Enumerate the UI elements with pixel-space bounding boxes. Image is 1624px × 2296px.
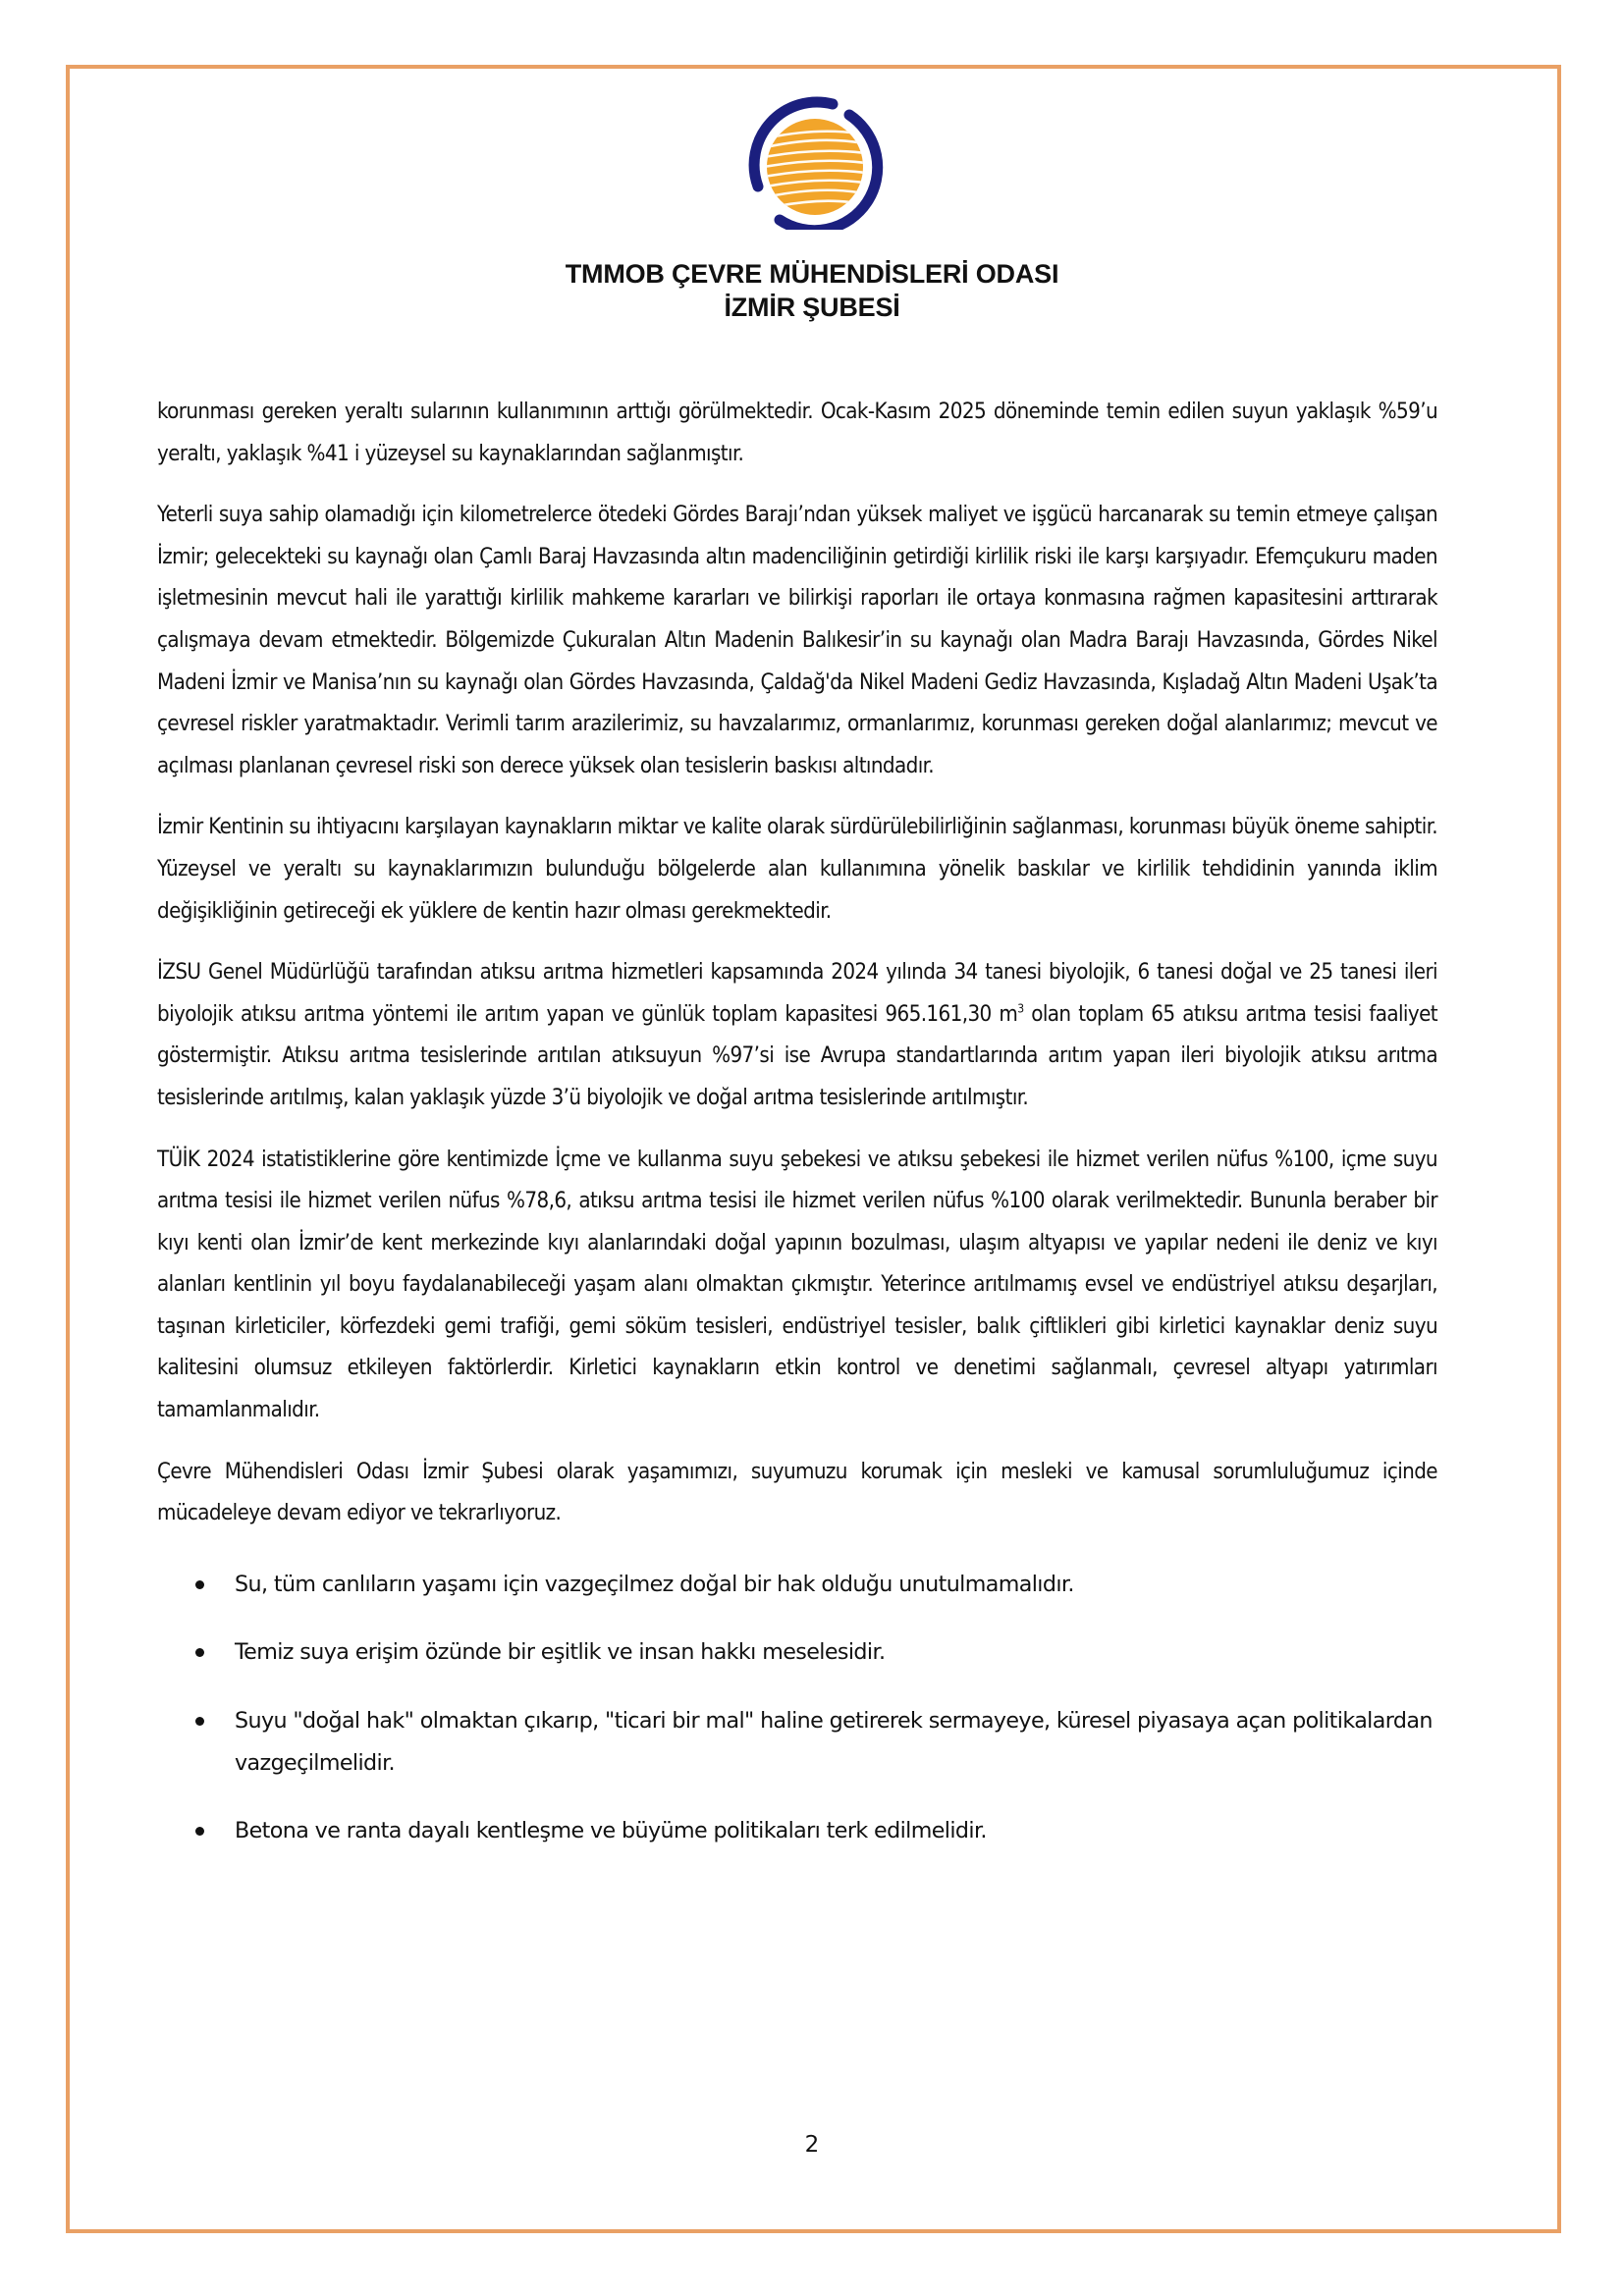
list-item: Temiz suya erişim özünde bir eşitlik ve insan hakkı meselesidir. (157, 1631, 1437, 1674)
paragraph-tuik-statistics: TÜİK 2024 istatistiklerine göre kentimizde İçme ve kullanma suyu şebekesi ve atıksu şebekesi ile hizmet verilen nüfus %100, içme suyu arıtma tesisi ile hizmet verilen nüfus %78,6, atıksu arıtma tesisi ile hizmet verilen nüfus %100 olarak verilmektedir. Bununla beraber bir kıyı kenti olan İzmir’de kent merkezinde kıyı alanlarındaki doğal yapının bozulması, ulaşım altyapısı ve yapılar nedeni ile deniz ve kıyı alanları kentlinin yıl boyu faydalanabileceği yaşam alanı olmaktan çıkmıştır. Yeterince arıtılmamış evsel ve endüstriyel atıksu deşarjları, taşınan kirleticiler, körfezdeki gemi trafiği, gemi söküm tesisleri, endüstriyel tesisler, balık çiftlikleri gibi kirletici kaynaklar deniz suyu kalitesini olumsuz etkileyen faktörlerdir. Kirletici kaynakların etkin kontrol ve denetimi sağlanmalı, çevresel altyapı yatırımları tamamlanmalıdır. (157, 1146, 1437, 1423)
demands-list (157, 1564, 1437, 1852)
bullet-icon (195, 1580, 204, 1589)
organization-logo-icon (740, 92, 892, 230)
organization-header (0, 257, 1624, 324)
paragraph-mining-risks: Yeterli suya sahip olamadığı için kilometrelerce ötedeki Gördes Barajı’ndan yüksek maliyet ve işgücü harcanarak su temin etmeye çalışan İzmir; gelecekteki su kaynağı olan Çamlı Baraj Havzasında altın madenciliğinin getirdiği kirlilik riski ile karşı karşıyadır. Efemçukuru maden işletmesinin mevcut hali ile yarattığı kirlilik mahkeme kararları ve bilirkişi raporları ile ortaya konmasına rağmen kapasitesini arttırarak çalışmaya devam etmektedir. Bölgemizde Çukuralan Altın Madenin Balıkesir’in su kaynağı olan Madra Barajı Havzasında, Gördes Nikel Madeni İzmir ve Manisa’nın su kaynağı olan Gördes Havzasında, Çaldağ'da Nikel Madeni Gediz Havzasında, Kışladağ Altın Madeni Uşak’ta çevresel riskler yaratmaktadır. Verimli tarım arazilerimiz, su havzalarımız, ormanlarımız, korunması gereken doğal alanlarımız; mevcut ve açılması planlanan çevresel riski son derece yüksek olan tesislerin baskısı altındadır. (157, 502, 1437, 778)
list-item: Suyu "doğal hak" olmaktan çıkarıp, "ticari bir mal" haline getirerek sermayeye, küresel piyasaya açan politikalardan vazgeçilmelidir. (157, 1700, 1437, 1784)
paragraph-sustainability: İzmir Kentinin su ihtiyacını karşılayan kaynakların miktar ve kalite olarak sürdürülebilirliğinin sağlanması, korunması büyük öneme sahiptir. Yüzeysel ve yeraltı su kaynaklarımızın bulunduğu bölgelerde alan kullanımına yönelik baskılar ve kirlilik tehdidinin yanında iklim değişikliğinin getireceği ek yüklere de kentin hazır olması gerekmektedir. (157, 814, 1437, 924)
list-item: Betona ve ranta dayalı kentleşme ve büyüme politikaları terk edilmelidir. (157, 1810, 1437, 1852)
bullet-icon (195, 1648, 204, 1657)
list-item: Su, tüm canlıların yaşamı için vazgeçilmez doğal bir hak olduğu unutulmamalıdır. (157, 1564, 1437, 1606)
paragraph-chamber-statement: Çevre Mühendisleri Odası İzmir Şubesi olarak yaşamımızı, suyumuzu korumak için mesleki ve kamusal sorumluluğumuz içinde mücadeleye devam ediyor ve tekrarlıyoruz. (157, 1458, 1437, 1526)
bullet-icon (195, 1827, 204, 1836)
paragraph-water-source-ratio: korunması gereken yeraltı sularının kullanımının arttığı görülmektedir. Ocak-Kasım 2025 döneminde temin edilen suyun yaklaşık %59’u yeraltı, yaklaşık %41 i yüzeysel su kaynaklarından sağlanmıştır. (157, 399, 1437, 466)
document-body (157, 391, 1437, 1879)
branch-name: İZMİR ŞUBESİ (724, 293, 900, 322)
bullet-icon (195, 1717, 204, 1726)
page-number: 2 (804, 2132, 820, 2158)
paragraph-wastewater-treatment: İZSU Genel Müdürlüğü tarafından atıksu arıtma hizmetleri kapsamında 2024 yılında 34 tanesi biyolojik, 6 tanesi doğal ve 25 tanesi ileri biyolojik atıksu arıtma yöntemi ile arıtım yapan ve günlük toplam kapasitesi 965.161,30 $m^3$ olan toplam 65 atıksu arıtma tesisi faaliyet göstermiştir. Atıksu arıtma tesislerinde arıtılan atıksuyun %97’si ise Avrupa standartlarında arıtım yapan ileri biyolojik atıksu arıtma tesislerinde arıtılmış, kalan yaklaşık yüzde 3’ü biyolojik ve doğal arıtma tesislerinde arıtılmıştır. (157, 959, 1437, 1110)
organization-name: TMMOB ÇEVRE MÜHENDİSLERİ ODASI (565, 259, 1059, 289)
